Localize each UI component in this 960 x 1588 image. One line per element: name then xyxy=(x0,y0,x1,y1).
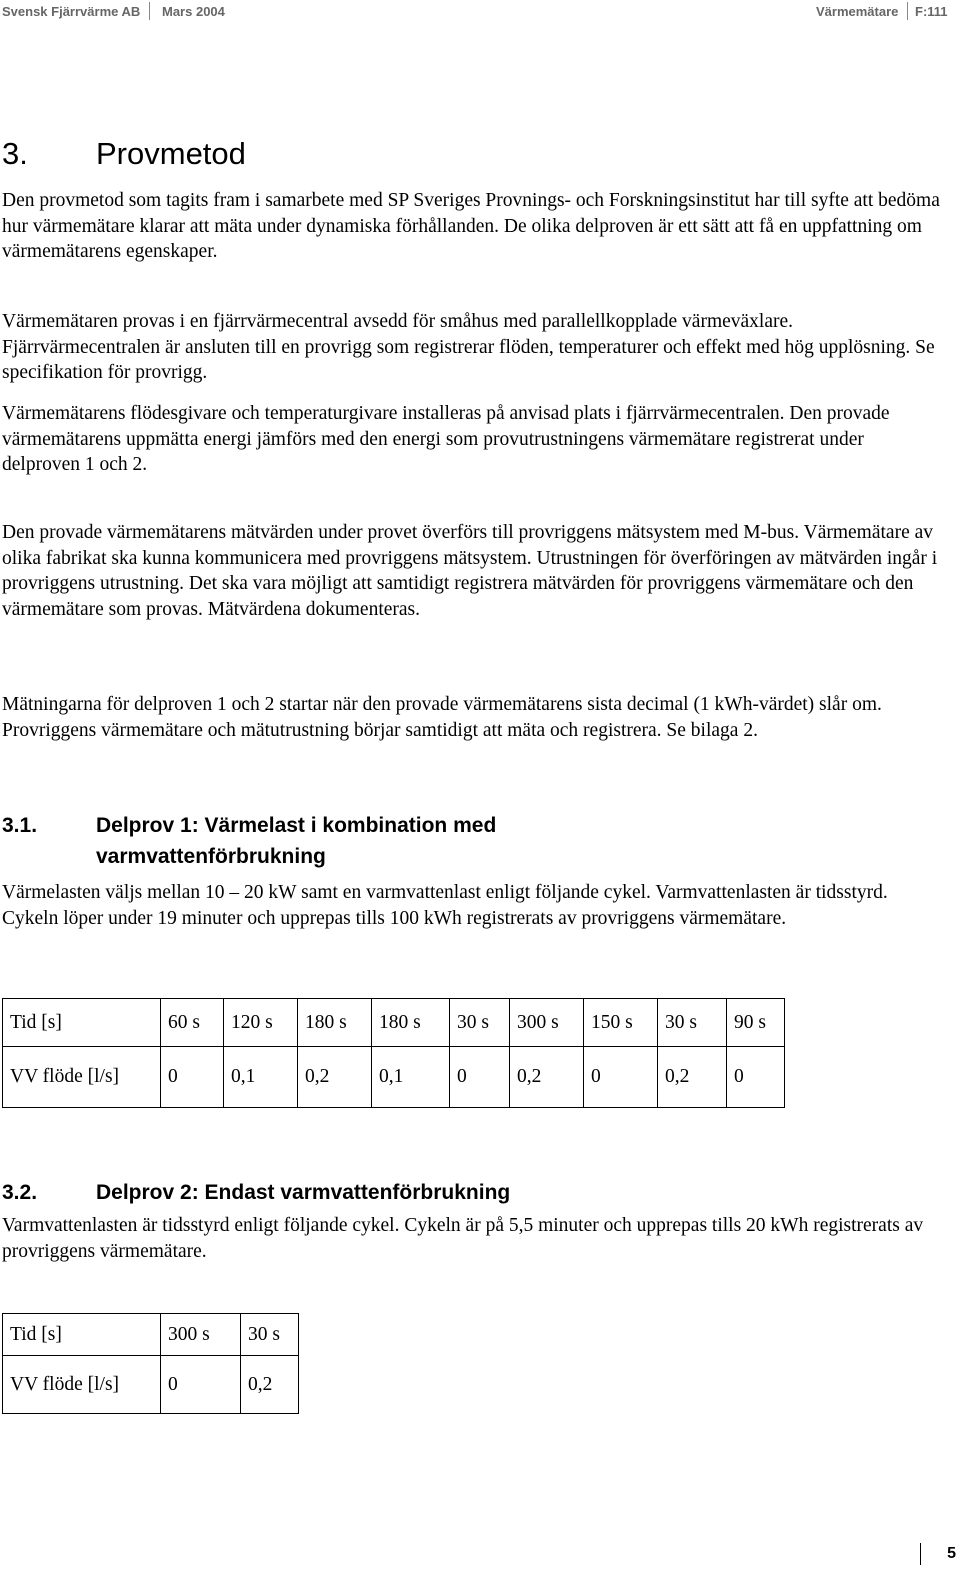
table-cell: 0,1 xyxy=(372,1047,450,1108)
header-divider xyxy=(149,2,150,20)
paragraph-delprov-1: Värmelasten väljs mellan 10 – 20 kW samt en varmvattenlast enligt följande cykel. Varmvattenlasten är tidsstyrd. Cykeln löper under 19 minuter och upprepas tills 100 kWh registrerats av provriggens värmemätare. xyxy=(2,882,888,929)
table-row xyxy=(3,1356,299,1414)
table-cell: 300 s xyxy=(510,999,584,1047)
paragraph-sensors: Värmemätarens flödesgivare och temperaturgivare installeras på anvisad plats i fjärrvärmecentralen. Den provade värmemätarens uppmätta energi jämförs med den energi som provutrustningens värmemätare registrerat under delproven 1 och 2. xyxy=(2,403,890,476)
cycle-table-delprov-2 xyxy=(2,1313,299,1414)
section-3-2-heading xyxy=(2,1177,696,1208)
table-row xyxy=(3,1047,785,1108)
table-cell: 0 xyxy=(727,1047,785,1108)
section-title: Delprov 2: Endast varmvattenförbrukning xyxy=(96,1181,511,1204)
section-number: 3.1. xyxy=(2,814,38,837)
page-number: 5 xyxy=(920,1543,960,1565)
table-cell: 180 s xyxy=(298,999,372,1047)
table-cell: 0,2 xyxy=(658,1047,727,1108)
table-cell: 180 s xyxy=(372,999,450,1047)
table-row xyxy=(3,1314,299,1356)
table-cell: 0 xyxy=(161,1356,241,1414)
table-cell: 300 s xyxy=(161,1314,241,1356)
section-number: 3. xyxy=(2,136,28,171)
table-cell: 0 xyxy=(584,1047,658,1108)
table-cell: 0,1 xyxy=(224,1047,298,1108)
table-cell: 0,2 xyxy=(510,1047,584,1108)
paragraph-measurement-start: Mätningarna för delproven 1 och 2 startar när den provade värmemätarens sista decimal (1 kWh-värdet) slår om. Provriggens värmemätare och mätutrustning börjar samtidigt att mäta och registrera. Se bilaga 2. xyxy=(2,694,882,741)
table-row xyxy=(3,999,785,1047)
header-company: Svensk Fjärrvärme AB xyxy=(2,4,141,19)
table-cell: 0,2 xyxy=(241,1356,299,1414)
header-topic: Värmemätare xyxy=(816,4,899,19)
table-cell: 30 s xyxy=(658,999,727,1047)
section-3-1-heading xyxy=(2,810,696,872)
table-cell: 0 xyxy=(450,1047,510,1108)
paragraph-mbus: Den provade värmemätarens mätvärden under provet överförs till provriggens mätsystem med M-bus. Värmemätare av olika fabrikat ska kunna kommunicera med provriggens mätsystem. Utrustningen för överföringen av mätvärden ingår i provriggens utrustning. Det ska vara möjligt att samtidigt registrera mätvärden för provriggens värmemätare och den värmemätare som provas. Mätvärdena dokumenteras. xyxy=(2,522,938,621)
paragraph-intro: Den provmetod som tagits fram i samarbete med SP Sveriges Provnings- och Forskningsinstitut har till syfte att bedöma hur värmemätare klarar att mäta under dynamiska förhållanden. De olika delproven är ett sätt att få en uppfattning om värmemätarens egenskaper. xyxy=(2,190,940,263)
table-cell: VV flöde [l/s] xyxy=(3,1047,161,1108)
section-title: Provmetod xyxy=(96,136,246,171)
table-cell: Tid [s] xyxy=(3,999,161,1047)
table-cell: Tid [s] xyxy=(3,1314,161,1356)
section-3-heading xyxy=(2,136,246,172)
table-cell: 0,2 xyxy=(298,1047,372,1108)
cycle-table-delprov-1 xyxy=(2,998,785,1108)
section-title: Delprov 1: Värmelast i kombination med varmvattenförbrukning xyxy=(96,814,497,868)
header-date: Mars 2004 xyxy=(162,4,225,19)
section-number: 3.2. xyxy=(2,1181,38,1204)
header-code: F:111 xyxy=(915,4,948,19)
paragraph-test-setup: Värmemätaren provas i en fjärrvärmecentral avsedd för småhus med parallellkopplade värmeväxlare. Fjärrvärmecentralen är ansluten till en provrigg som registrerar flöden, temperaturer och effekt med hög upplösning. Se specifikation för provrigg. xyxy=(2,311,935,384)
header-divider xyxy=(907,2,908,20)
table-cell: 30 s xyxy=(241,1314,299,1356)
page-header xyxy=(0,0,960,22)
table-cell: 90 s xyxy=(727,999,785,1047)
table-cell: 0 xyxy=(161,1047,224,1108)
table-cell: VV flöde [l/s] xyxy=(3,1356,161,1414)
table-cell: 30 s xyxy=(450,999,510,1047)
table-cell: 60 s xyxy=(161,999,224,1047)
table-cell: 120 s xyxy=(224,999,298,1047)
paragraph-delprov-2: Varmvattenlasten är tidsstyrd enligt följande cykel. Cykeln är på 5,5 minuter och upprepas tills 20 kWh registrerats av provriggens värmemätare. xyxy=(2,1215,924,1262)
table-cell: 150 s xyxy=(584,999,658,1047)
